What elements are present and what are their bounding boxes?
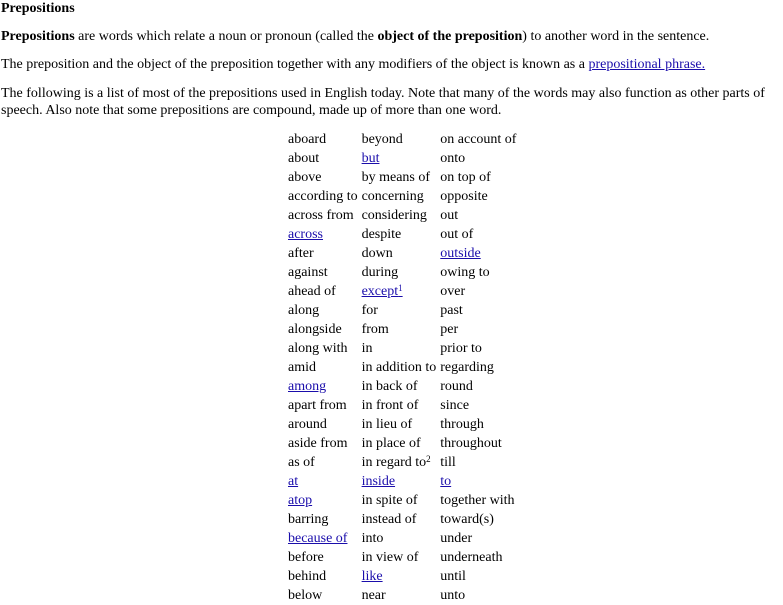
preposition-cell (438, 415, 522, 434)
preposition-text: considering (361, 208, 427, 223)
preposition-cell (438, 187, 522, 206)
preposition-text: from (361, 322, 389, 337)
preposition-cell (360, 225, 439, 244)
preposition-text: owing to (440, 265, 490, 280)
table-row (286, 472, 522, 491)
preposition-cell (438, 377, 522, 396)
preposition-text: prior to (440, 341, 482, 356)
preposition-cell (438, 453, 522, 472)
preposition-text: before (288, 550, 324, 565)
preposition-cell (286, 377, 360, 396)
preposition-cell (438, 282, 522, 301)
preposition-cell (286, 586, 360, 605)
preposition-cell (286, 282, 360, 301)
table-row (286, 149, 522, 168)
preposition-text: through (440, 417, 484, 432)
intro-text-a: are words which relate a noun or pronoun (called the (74, 29, 378, 44)
preposition-link[interactable]: except$^1$ (361, 283, 403, 299)
table-row (286, 282, 522, 301)
preposition-cell (438, 472, 522, 491)
preposition-cell (286, 301, 360, 320)
preposition-cell (360, 377, 439, 396)
preposition-cell (438, 225, 522, 244)
table-row (286, 396, 522, 415)
preposition-link[interactable]: like (361, 569, 383, 584)
preposition-text: throughout (440, 436, 502, 451)
preposition-cell (286, 396, 360, 415)
preposition-text: after (288, 246, 314, 261)
preposition-cell (286, 149, 360, 168)
preposition-cell (286, 491, 360, 510)
preposition-text: onto (440, 151, 466, 166)
preposition-link[interactable]: across (288, 227, 323, 242)
footnote-marker: 1 (398, 283, 403, 293)
footnote-marker: 2 (426, 454, 431, 464)
preposition-text: over (440, 284, 466, 299)
preposition-text: toward(s) (440, 512, 494, 527)
preposition-text: underneath (440, 550, 503, 565)
preposition-cell (360, 168, 439, 187)
preposition-text: in lieu of (361, 417, 413, 432)
table-row (286, 548, 522, 567)
table-row (286, 339, 522, 358)
table-row (286, 491, 522, 510)
preposition-text: barring (288, 512, 329, 527)
preposition-text: unto (440, 588, 466, 603)
preposition-cell (360, 149, 439, 168)
page-title: Prepositions (1, 1, 75, 16)
preposition-text: regarding (440, 360, 494, 375)
preposition-text: down (361, 246, 393, 261)
preposition-text: beyond (361, 132, 403, 147)
preposition-cell (360, 301, 439, 320)
preposition-text: below (288, 588, 323, 603)
preposition-cell (438, 396, 522, 415)
preposition-cell (360, 339, 439, 358)
preposition-link[interactable]: at (288, 474, 299, 489)
preposition-text: out (440, 208, 459, 223)
preposition-cell (286, 206, 360, 225)
preposition-cell (286, 358, 360, 377)
preposition-text: near (361, 588, 386, 603)
preposition-cell (438, 548, 522, 567)
preposition-text: about (288, 151, 320, 166)
preposition-text: in place of (361, 436, 421, 451)
preposition-table (286, 130, 522, 605)
preposition-cell (360, 206, 439, 225)
preposition-text: around (288, 417, 327, 432)
preposition-text: in (361, 341, 373, 356)
preposition-text: across from (288, 208, 354, 223)
preposition-cell (360, 244, 439, 263)
preposition-text: behind (288, 569, 327, 584)
phrase-paragraph (1, 56, 783, 73)
table-row (286, 130, 522, 149)
preposition-cell (286, 168, 360, 187)
preposition-text: apart from (288, 398, 347, 413)
preposition-link[interactable]: among (288, 379, 327, 394)
preposition-cell (360, 453, 439, 472)
preposition-cell (360, 548, 439, 567)
preposition-text: according to (288, 189, 358, 204)
table-row (286, 377, 522, 396)
table-row (286, 225, 522, 244)
preposition-cell (286, 187, 360, 206)
preposition-cell (286, 225, 360, 244)
preposition-text: until (440, 569, 466, 584)
preposition-text: for (361, 303, 378, 318)
table-row (286, 567, 522, 586)
preposition-cell (360, 472, 439, 491)
preposition-cell (360, 567, 439, 586)
preposition-cell (286, 472, 360, 491)
preposition-link[interactable]: atop (288, 493, 313, 508)
preposition-text: on top of (440, 170, 491, 185)
preposition-cell (286, 263, 360, 282)
intro-bold-term: Prepositions (1, 29, 75, 44)
preposition-link[interactable]: because of (288, 531, 348, 546)
preposition-cell (360, 130, 439, 149)
preposition-text: past (440, 303, 463, 318)
preposition-link[interactable]: but (361, 151, 380, 166)
preposition-cell (438, 301, 522, 320)
prepositional-phrase-link[interactable]: prepositional phrase. (588, 57, 706, 72)
preposition-text: by means of (361, 170, 431, 185)
preposition-cell (286, 453, 360, 472)
preposition-cell (360, 586, 439, 605)
preposition-text: in view of (361, 550, 419, 565)
preposition-text: concerning (361, 189, 424, 204)
preposition-cell (286, 510, 360, 529)
preposition-cell (286, 529, 360, 548)
preposition-cell (438, 263, 522, 282)
preposition-link[interactable]: inside (361, 474, 396, 489)
preposition-text: aside from (288, 436, 348, 451)
preposition-text: along (288, 303, 320, 318)
table-row (286, 263, 522, 282)
preposition-cell (286, 130, 360, 149)
preposition-text: out of (440, 227, 474, 242)
table-row (286, 510, 522, 529)
preposition-cell (438, 320, 522, 339)
table-row (286, 529, 522, 548)
preposition-cell (360, 282, 439, 301)
preposition-text: till (440, 455, 456, 470)
preposition-cell (438, 491, 522, 510)
preposition-cell (360, 358, 439, 377)
preposition-cell (438, 567, 522, 586)
list-intro-paragraph: The following is a list of most of the prepositions used in English today. Note that many of the words may also function as other parts of speech. Also note that some prepositions are compound, made up of more than one word. (1, 86, 765, 118)
preposition-text: since (440, 398, 470, 413)
preposition-cell (360, 396, 439, 415)
preposition-text: in addition to (361, 360, 437, 375)
table-row (286, 187, 522, 206)
preposition-text: in back of (361, 379, 418, 394)
preposition-cell (438, 586, 522, 605)
intro-bold-object: object of the preposition (377, 29, 523, 44)
table-row (286, 206, 522, 225)
preposition-cell (438, 434, 522, 453)
preposition-cell (360, 263, 439, 282)
intro-text-b: ) to another word in the sentence. (522, 29, 710, 44)
preposition-cell (360, 491, 439, 510)
preposition-text: together with (440, 493, 515, 508)
preposition-cell (438, 130, 522, 149)
preposition-text: above (288, 170, 322, 185)
preposition-cell (438, 358, 522, 377)
preposition-text: aboard (288, 132, 327, 147)
preposition-cell (360, 415, 439, 434)
preposition-text: instead of (361, 512, 417, 527)
preposition-text: ahead of (288, 284, 336, 299)
table-row (286, 586, 522, 605)
preposition-cell (438, 149, 522, 168)
preposition-cell (360, 529, 439, 548)
preposition-link[interactable]: outside (440, 246, 481, 261)
table-row (286, 434, 522, 453)
preposition-cell (360, 434, 439, 453)
phrase-text: The preposition and the object of the preposition together with any modifiers of the object is known as a (1, 57, 589, 72)
preposition-cell (360, 510, 439, 529)
preposition-text: round (440, 379, 473, 394)
preposition-cell (286, 434, 360, 453)
preposition-text: into (361, 531, 384, 546)
preposition-text: along with (288, 341, 348, 356)
preposition-cell (438, 206, 522, 225)
preposition-cell (286, 548, 360, 567)
preposition-cell (286, 244, 360, 263)
preposition-cell (438, 244, 522, 263)
preposition-text: during (361, 265, 399, 280)
preposition-cell (360, 320, 439, 339)
preposition-text: amid (288, 360, 316, 375)
preposition-text: opposite (440, 189, 488, 204)
preposition-cell (438, 168, 522, 187)
table-row (286, 320, 522, 339)
intro-paragraph (1, 28, 783, 45)
preposition-cell (286, 339, 360, 358)
preposition-cell (438, 339, 522, 358)
preposition-cell (286, 415, 360, 434)
preposition-cell (438, 529, 522, 548)
preposition-text: despite (361, 227, 402, 242)
preposition-cell (286, 320, 360, 339)
preposition-text: in regard $to^2$ (361, 454, 431, 470)
preposition-text: in front of (361, 398, 419, 413)
table-row (286, 244, 522, 263)
table-row (286, 168, 522, 187)
table-row (286, 453, 522, 472)
table-row (286, 301, 522, 320)
preposition-cell (360, 187, 439, 206)
preposition-text: in spite of (361, 493, 418, 508)
preposition-text: as of (288, 455, 315, 470)
preposition-text: against (288, 265, 328, 280)
preposition-text: per (440, 322, 459, 337)
preposition-cell (438, 510, 522, 529)
preposition-cell (286, 567, 360, 586)
preposition-text: alongside (288, 322, 342, 337)
table-row (286, 358, 522, 377)
preposition-link[interactable]: to (440, 474, 452, 489)
table-row (286, 415, 522, 434)
preposition-text: on account of (440, 132, 517, 147)
preposition-text: under (440, 531, 473, 546)
